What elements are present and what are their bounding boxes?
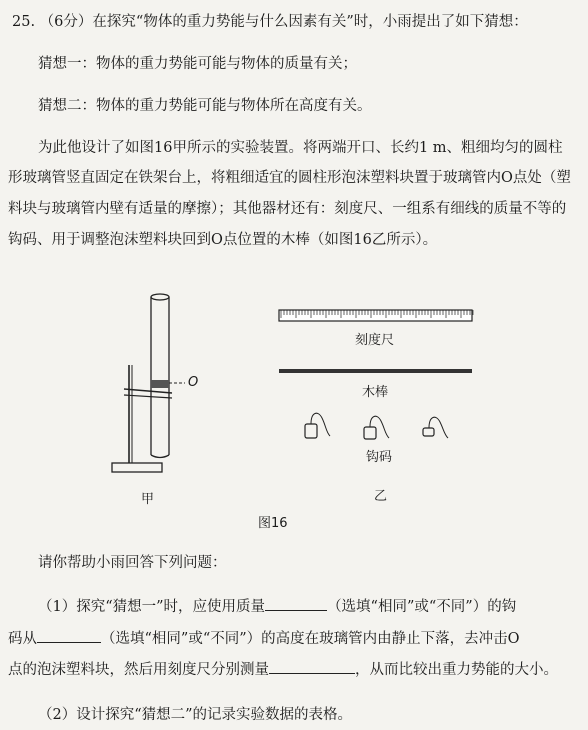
figure-left-caption: 甲 [141,492,155,507]
hypothesis-1: 猜想一：物体的重力势能可能与物体的质量有关； [38,56,357,72]
question-intro: 在探究“物体的重力势能与什么因素有关”时，小雨提出了如下猜想： [92,14,528,30]
setup-line-4: 钩码、用于调整泡沫塑料块回到O点位置的木棒（如图16乙所示）。 [8,232,438,248]
prompt-text: 请你帮助小雨回答下列问题： [38,555,227,571]
q1-blank-2[interactable] [37,628,101,643]
ruler-label: 刻度尺 [355,333,395,348]
weight-1 [305,413,330,438]
foam-block [151,380,169,388]
weights-label: 钩码 [366,450,393,465]
glass-tube-top [151,294,169,300]
wooden-stick [279,369,472,373]
q1-line-3: 点的泡沫塑料块，然后用刻度尺分别测量 ，从而比较出重力势能的大小。 [8,659,558,680]
figure-caption: 图16 [258,516,288,531]
hypothesis-2: 猜想二：物体的重力势能可能与物体所在高度有关。 [38,98,372,114]
setup-line-2: 形玻璃管竖直固定在铁架台上，将粗细适宜的圆柱形泡沫塑料块置于玻璃管内O点处（塑 [8,170,571,186]
weight-2 [364,416,389,439]
q1-blank-1[interactable] [265,596,327,611]
clamp-arm [124,389,172,393]
q1-blank-3[interactable] [269,659,355,674]
point-o-label: O [188,375,199,390]
stick-label: 木棒 [362,385,389,400]
question-number: 25. [12,14,36,30]
q1-line-1: （1）探究“猜想一”时，应使用质量 （选填“相同”或“不同”）的钩 [38,596,516,617]
q2-text: （2）设计探究“猜想二”的记录实验数据的表格。 [38,707,353,723]
weight-3 [423,417,448,438]
setup-line-1: 为此他设计了如图16甲所示的实验装置。将两端开口、长约1 m、粗细均匀的圆柱 [38,140,563,156]
question-score: （6分） [39,14,93,30]
stand-base [112,463,162,472]
setup-line-3: 料块与玻璃管内壁有适量的摩擦）；其他器材还有：刻度尺、一组系有细线的质量不等的 [8,201,567,217]
figure-right-caption: 乙 [374,489,388,504]
q1-line-2: 码从 （选填“相同”或“不同”）的高度在玻璃管内由静止下落，去冲击O [8,628,520,649]
